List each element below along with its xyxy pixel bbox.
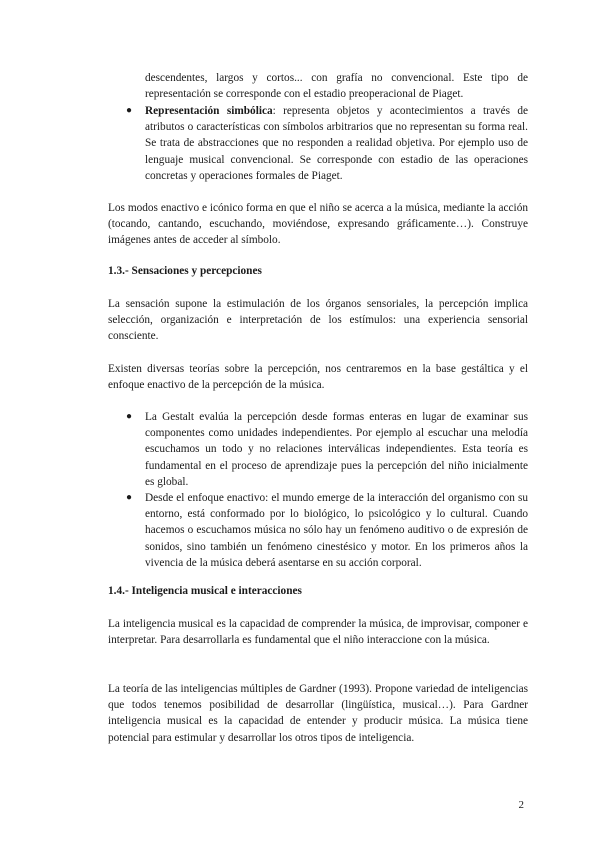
section-heading-1-4: 1.4.- Inteligencia musical e interacciones	[108, 585, 302, 597]
bullet-icon: ●	[126, 411, 133, 422]
bullet-text: Desde el enfoque enactivo: el mundo emerge de la interacción del organismo con su entorno, está conformado por lo biológico, lo psicológico y lo cultural. Cuando hacemos o escuchamos música no sólo hay un fenómeno auditivo o de expresión de sonidos, sino también un fenómeno cinestésico y motor. En los primeros años la vivencia de la música deberá asentarse en su acción corporal.	[145, 492, 528, 569]
paragraph-inteligencia: La inteligencia musical es la capacidad de comprender la música, de improvisar, componer e interpretar. Para desarrollarla es fundamental que el niño interaccione con la música.	[108, 618, 528, 647]
bullet-item-gestalt	[108, 409, 528, 490]
bullet-text: : representa objetos y acontecimientos a través de atributos o características con símbolos arbitrarios que no representan su forma real. Se trata de abstracciones que no responden a realidad objetiva. Por ejemplo uso de lenguaje musical convencional. Se corresponde con estadio de las operaciones concretas y operaciones formales de Piaget.	[145, 105, 528, 182]
page-number: 2	[518, 799, 524, 811]
paragraph-sensacion: La sensación supone la estimulación de los órganos sensoriales, la percepción implica selección, organización e interpretación de los estímulos: una experiencia sensorial consciente.	[108, 298, 528, 343]
bullet-item-simbolica	[108, 103, 528, 184]
paragraph-modos: Los modos enactivo e icónico forma en que el niño se acerca a la música, mediante la acción (tocando, cantando, escuchando, moviéndose, expresando gráficamente…). Construye imágenes antes de acceder al símbolo.	[108, 202, 528, 247]
bullet-list-representation	[108, 103, 528, 184]
intro-continuation: descendentes, largos y cortos... con grafía no convencional. Este tipo de representación se corresponde con el estadio preoperacional de Piaget.	[145, 72, 528, 101]
paragraph-teorias: Existen diversas teorías sobre la percepción, nos centraremos en la base gestáltica y el enfoque enactivo de la percepción de la música.	[108, 363, 528, 392]
bullet-item-enactivo	[108, 490, 528, 571]
bullet-list-percepcion	[108, 409, 528, 571]
paragraph-gardner: La teoría de las inteligencias múltiples de Gardner (1993). Propone variedad de inteligencias que todos tenemos posibilidad de desarrollar (lingüística, musical…). Para Gardner inteligencia musical es la capacidad de entender y producir música. La música tiene potencial para estimular y desarrollar los otros tipos de inteligencia.	[108, 683, 528, 744]
bullet-icon: ●	[126, 105, 133, 116]
bullet-term: Representación simbólica	[145, 105, 273, 117]
bullet-text: La Gestalt evalúa la percepción desde formas enteras en lugar de examinar sus componentes como unidades independientes. Por ejemplo al escuchar una melodía escuchamos un todo y no relaciones interválicas independientes. Esta teoría es fundamental en el proceso de aprendizaje pues la percepción del niño inicialmente es global.	[145, 411, 528, 488]
bullet-icon: ●	[126, 492, 133, 504]
section-heading-1-3: 1.3.- Sensaciones y percepciones	[108, 265, 262, 277]
